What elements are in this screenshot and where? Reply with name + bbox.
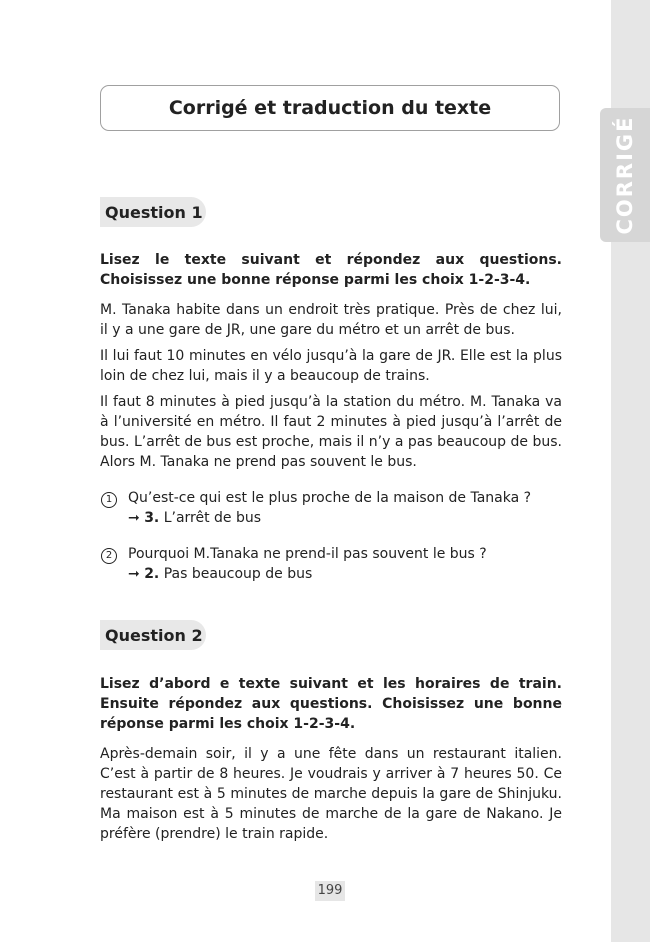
item-question: Qu’est-ce qui est le plus proche de la maison de Tanaka ? [128, 490, 532, 506]
section-tab-label: CORRIGÉ [613, 115, 637, 235]
answer-number: 2. [144, 566, 160, 582]
arrow-icon: ➞ [128, 510, 140, 526]
question-1-paragraph: M. Tanaka habite dans un endroit très pratique. Près de chez lui, il y a une gare de JR, une gare du métro et un arrêt de bus. [100, 302, 562, 338]
answer-number: 3. [144, 510, 160, 526]
arrow-icon: ➞ [128, 566, 140, 582]
page-title-box [100, 85, 560, 131]
item-answer [128, 508, 261, 528]
question-1-text [100, 250, 562, 478]
item-number-circle: 2 [100, 544, 118, 564]
page-title: Corrigé et traduction du texte [168, 97, 492, 119]
item-question: Pourquoi M.Tanaka ne prend-il pas souvent le bus ? [128, 546, 487, 562]
question-2-label: Question 2 [100, 620, 206, 650]
question-2-paragraph: Après-demain soir, il y a une fête dans un restaurant italien. C’est à partir de 8 heures. Je voudrais y arriver à 7 heures 50. Ce restaurant est à 5 minutes de marche depuis la gare de Shinjuku. Ma maison est à 5 minutes de marche de la gare de Nakano. Je préfère (prendre) le train rapide. [100, 746, 562, 842]
question-1-instruction: Lisez le texte suivant et répondez aux questions. Choisissez une bonne réponse parmi les choix 1-2-3-4. [100, 252, 562, 288]
question-2-text [100, 674, 562, 850]
answer-text: L’arrêt de bus [163, 510, 262, 526]
question-1-paragraph: Il faut 8 minutes à pied jusqu’à la station du métro. M. Tanaka va à l’université en métro. Il faut 2 minutes à pied jusqu’à l’arrêt de bus. L’arrêt de bus est proche, mais il n’y a pas beaucoup de bus. Alors M. Tanaka ne prend pas souvent le bus. [100, 394, 562, 470]
question-2-instruction: Lisez d’abord e texte suivant et les horaires de train. Ensuite répondez aux questions. Choisissez une bonne réponse parmi les choix 1-2-3-4. [100, 676, 562, 732]
page-number: 199 [315, 881, 345, 901]
question-1-label: Question 1 [100, 197, 206, 227]
item-number-circle: 1 [100, 488, 118, 508]
item-answer [128, 564, 312, 584]
question-1-paragraph: Il lui faut 10 minutes en vélo jusqu’à la gare de JR. Elle est la plus loin de chez lui, mais il y a beaucoup de trains. [100, 348, 562, 384]
answer-text: Pas beaucoup de bus [163, 566, 313, 582]
